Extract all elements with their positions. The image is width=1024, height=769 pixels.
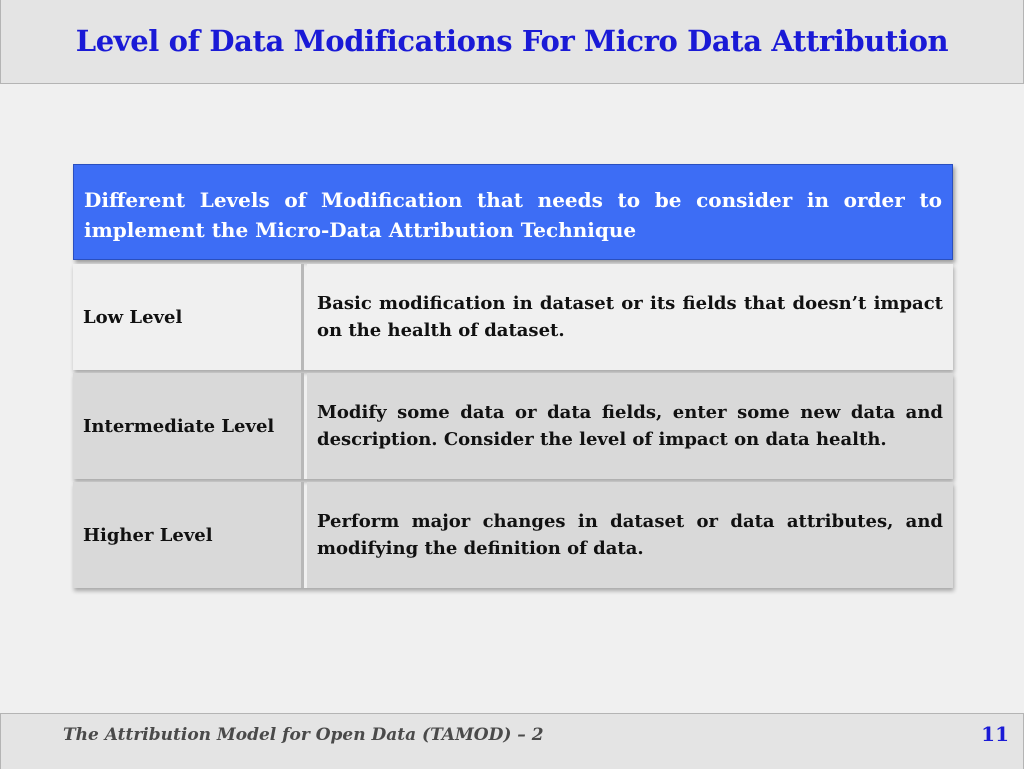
footer-bar bbox=[0, 713, 1024, 769]
footer-text: The Attribution Model for Open Data (TAMOD) – 2 bbox=[63, 725, 544, 745]
level-name: Higher Level bbox=[83, 524, 213, 546]
title-bar bbox=[0, 0, 1024, 84]
table-row-intermediate-level bbox=[73, 373, 953, 479]
level-name-cell bbox=[73, 482, 304, 588]
level-description: Modify some data or data fields, enter some new data and description. Consider the level of impact on data health. bbox=[307, 373, 953, 479]
table-header: Different Levels of Modification that needs to be consider in order to implement the Micro-Data Attribution Technique bbox=[73, 164, 953, 260]
level-name: Intermediate Level bbox=[83, 415, 275, 437]
level-name: Low Level bbox=[83, 306, 183, 328]
slide-title: Level of Data Modifications For Micro Data Attribution bbox=[75, 24, 949, 58]
level-name-cell bbox=[73, 264, 304, 370]
level-description: Perform major changes in dataset or data attributes, and modifying the definition of data. bbox=[307, 482, 953, 588]
levels-table bbox=[73, 264, 953, 591]
page-number: 11 bbox=[981, 722, 1009, 746]
level-description: Basic modification in dataset or its fields that doesn’t impact on the health of dataset. bbox=[307, 264, 953, 370]
level-name-cell bbox=[73, 373, 304, 479]
table-row-higher-level bbox=[73, 482, 953, 588]
table-row-low-level bbox=[73, 264, 953, 370]
